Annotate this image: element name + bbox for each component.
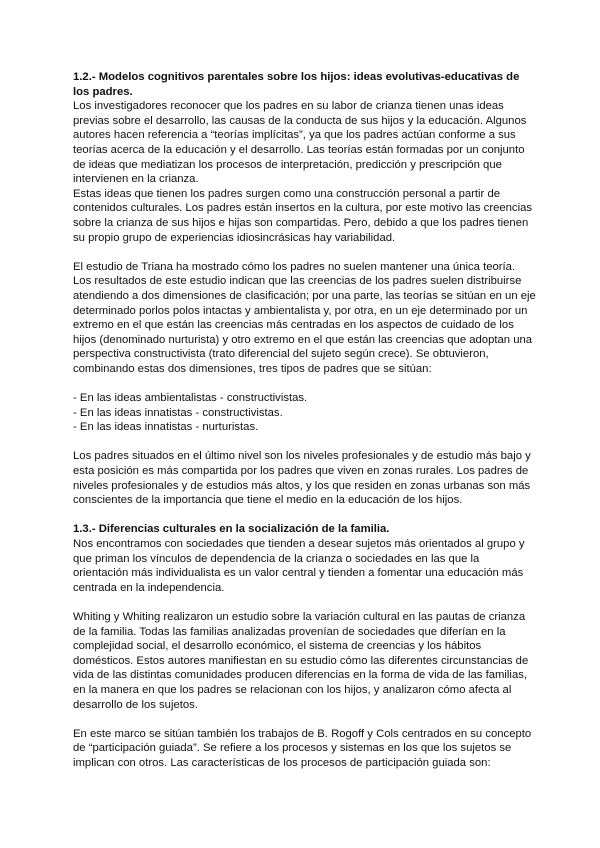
spacer — [73, 595, 536, 610]
section-heading-1-2: 1.2.- Modelos cognitivos parentales sobre los hijos: ideas evolutivas-educativas de los padres. — [73, 71, 520, 98]
section-heading-1-3: 1.3.- Diferencias culturales en la socialización de la familia. — [73, 523, 390, 536]
spacer — [73, 435, 536, 450]
paragraph-sociedades: Nos encontramos con sociedades que tienden a desear sujetos más orientados al grupo y que priman los vínculos de dependencia de la crianza o sociedades en las que la orientación más individualista es un valor central y tienden a fomentar una educación más centrada en la independencia. — [73, 538, 525, 594]
list-item: - En las ideas ambientalistas - constructivistas. — [73, 391, 536, 406]
list-item: - En las ideas innatistas - constructivistas. — [73, 406, 536, 421]
spacer — [73, 508, 536, 523]
spacer — [73, 245, 536, 260]
paragraph-construccion-personal: Estas ideas que tienen los padres surgen como una construcción personal a partir de contenidos culturales. Los padres están insertos en la cultura, por este motivo las creencias sobre la crianza de sus hijos e hijas son compartidas. Pero, debido a que los padres tienen su propio grupo de experiencias idiosincrásicas hay variabilidad. — [73, 187, 533, 244]
paragraph-rogoff: En este marco se sitúan también los trabajos de B. Rogoff y Cols centrados en su concepto de “participación guiada”. Se refiere a los procesos y sistemas en los que los sujetos se implican con otros. Las características de los procesos de participación guiada son: — [73, 727, 532, 769]
spacer — [73, 712, 536, 727]
spacer — [73, 376, 536, 391]
paragraph-niveles-profesionales: Los padres situados en el último nivel son los niveles profesionales y de estudio más bajo y esta posición es más compartida por los padres que viven en zonas rurales. Los padres de niveles profesionales y de estudios más altos, y los que residen en zonas urbanas son más conscientes de la importancia que tiene el medio en la educación de los hijos. — [73, 450, 531, 507]
paragraph-whiting: Whiting y Whiting realizaron un estudio sobre la variación cultural en las pautas de crianza de la familia. Todas las familias analizadas provenían de sociedades que diferían en la complejidad social, el desarrollo económico, el sistema de creencias y los hábitos domésticos. Estos autores manifiestan en su estudio cómo las diferentes circunstancias de vida de las distintas comunidades producen diferencias en la forma de vida de las familias, en la manera en que los padres se relacionan con los hijos, y analizaron cómo afecta al desarrollo de los sujetos. — [73, 610, 529, 711]
paragraph-estudio-triana: El estudio de Triana ha mostrado cómo los padres no suelen mantener una única teoría. Los resultados de este estudio indican que las creencias de los padres suelen distribuirse atendiendo a dos dimensiones de clasificación; por una parte, las teorías se sitúan en un eje determinado porlos polos intactas y ambientalista y, por otra, en un eje determinado por un extremo en el que están las creencias más centradas en los aspectos de cuidado de los hijos (denominado nurturista) y otro extremo en el que están las creencias que adoptan una perspectiva constructivista (trato diferencial del sujeto según crece). Se obtuvieron, combinando estas dos dimensiones, tres tipos de padres que se sitúan: — [73, 260, 536, 375]
paragraph-teorias-implicitas: Los investigadores reconocer que los padres en su labor de crianza tienen unas ideas previas sobre el desarrollo, las causas de la conducta de sus hijos y la educación. Algunos autores hacen referencia a “teorías implícitas”, ya que los padres actúan conforme a sus teorías acerca de la educación y el desarrollo. Las teorías están formadas por un conjunto de ideas que mediatizan los procesos de interpretación, predicción y prescripción que intervienen en la crianza. — [73, 100, 527, 186]
parent-types-list — [73, 391, 536, 435]
list-item: - En las ideas innatistas - nurturistas. — [73, 420, 536, 435]
